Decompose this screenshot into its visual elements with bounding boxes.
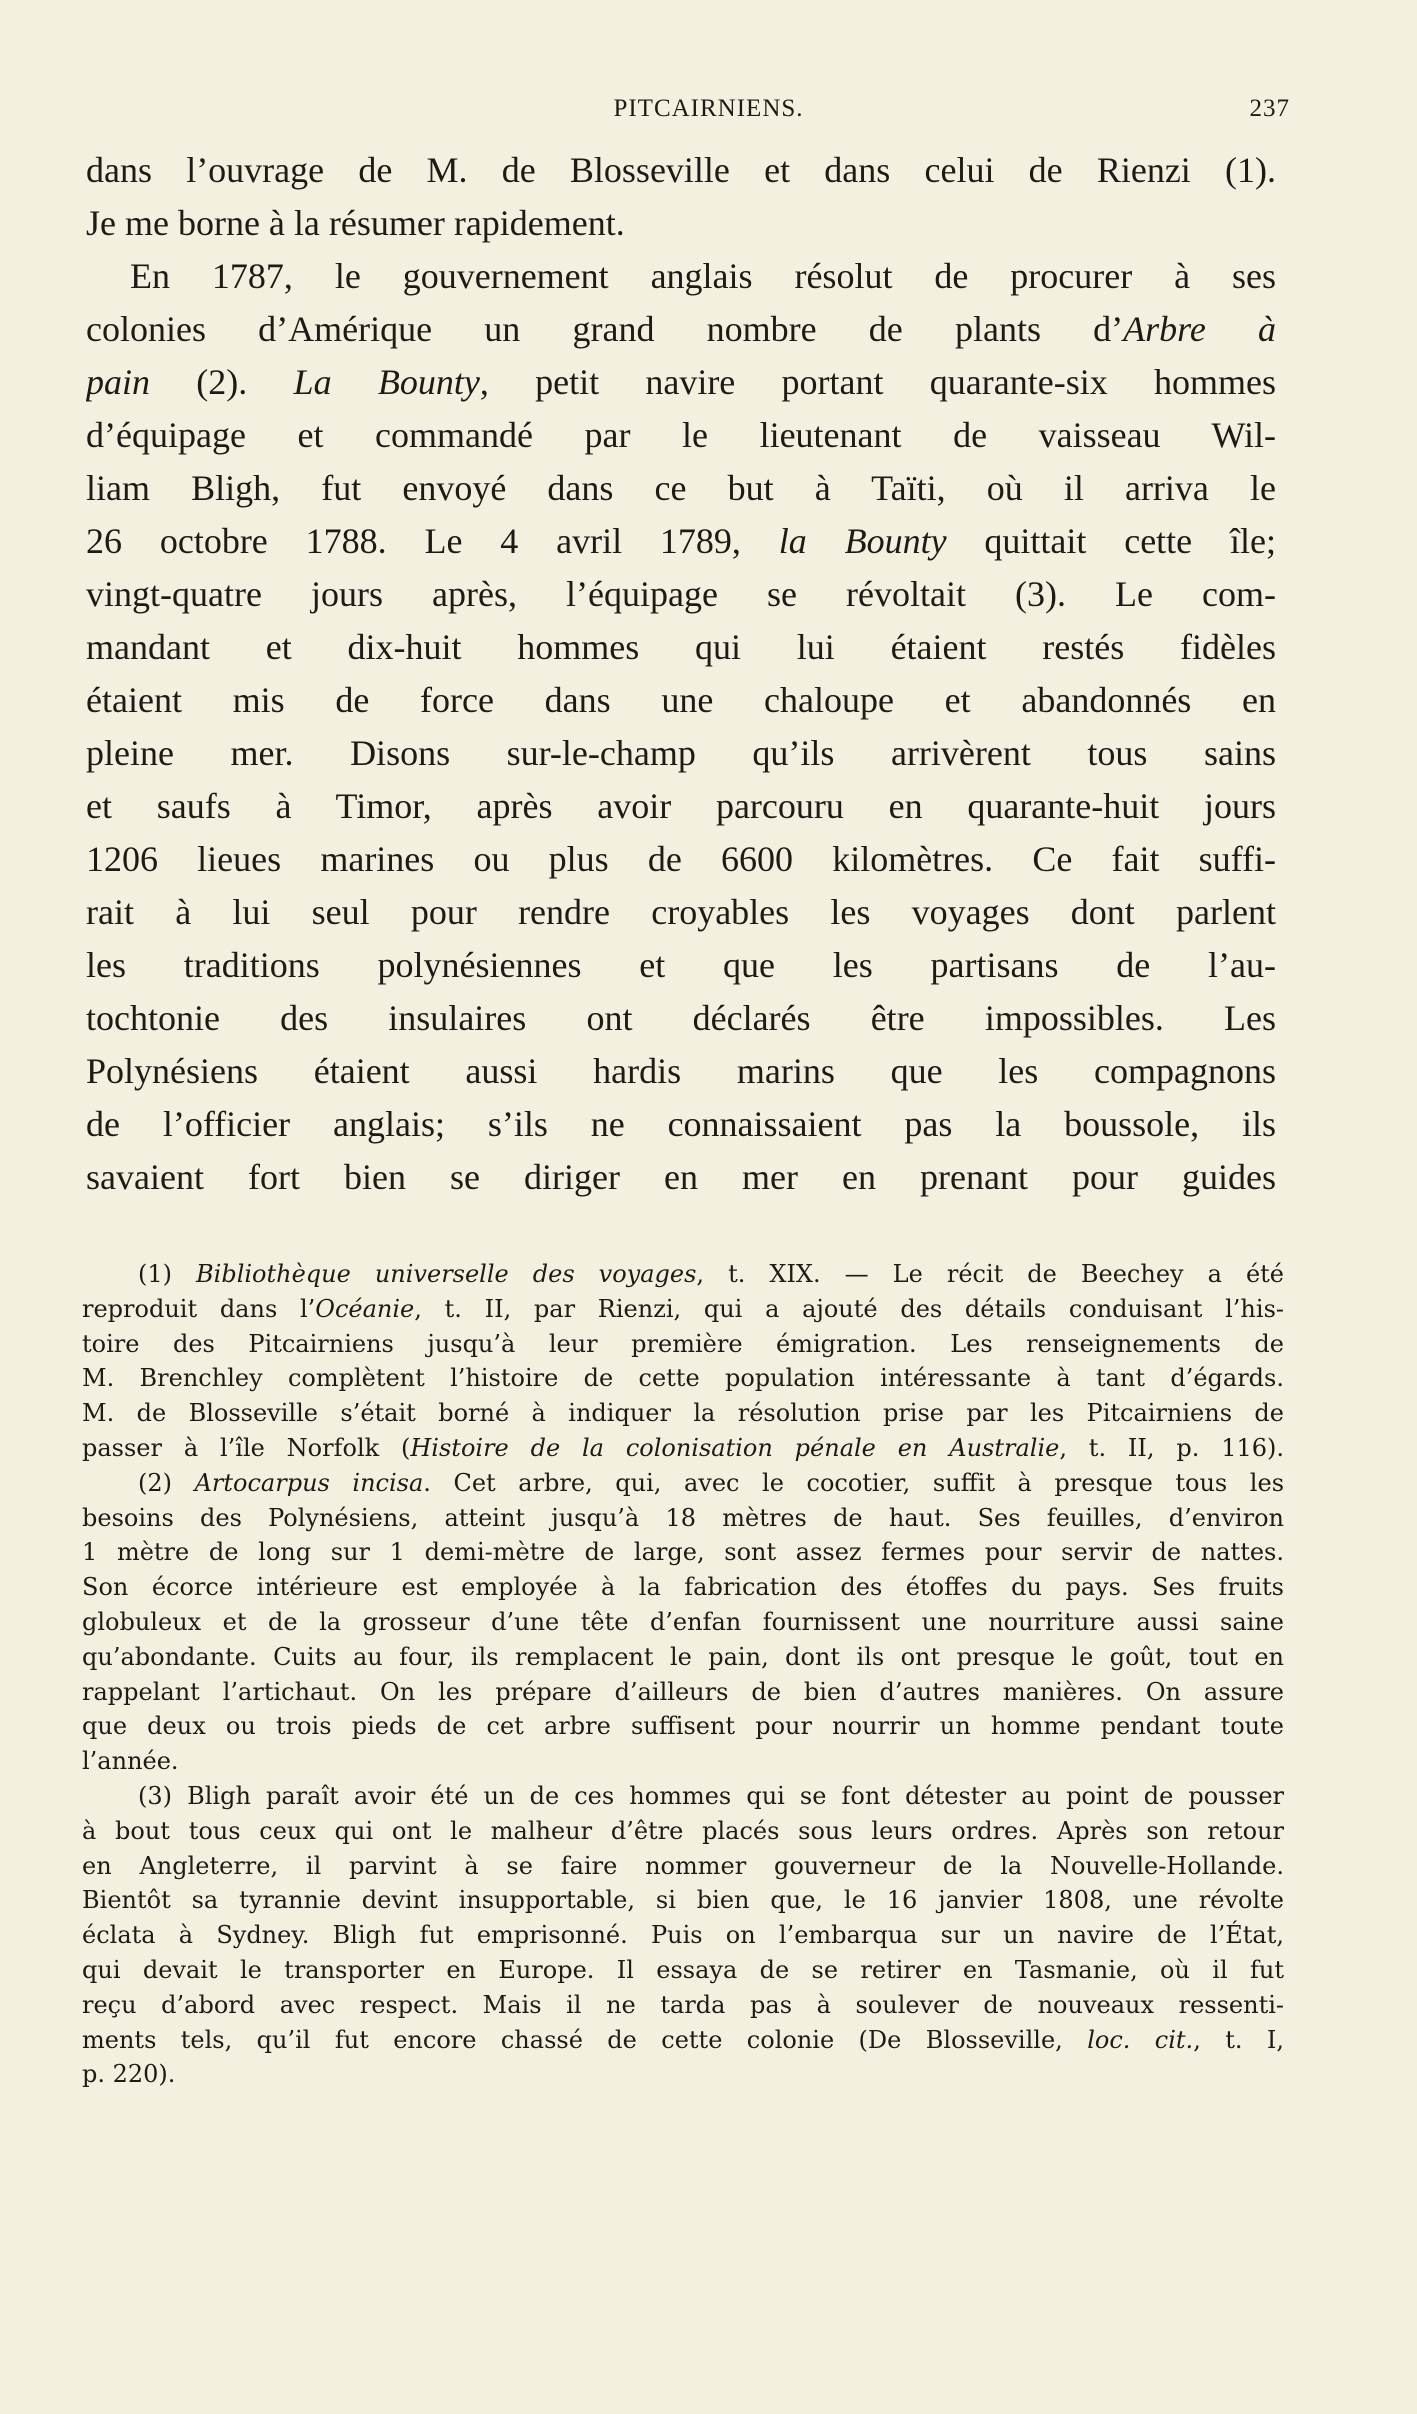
text-span: , t. II, par Rienzi, qui a ajouté des détails conduisant l’his- bbox=[414, 1294, 1284, 1323]
text-span: Bientôt sa tyrannie devint insupportable, si bien que, le 16 janvier 1808, une révolte bbox=[82, 1886, 1284, 1915]
footnotes bbox=[82, 1257, 1284, 2092]
text-span: Je me borne à la résumer rapidement. bbox=[86, 203, 625, 243]
body-text-line bbox=[86, 356, 1276, 409]
footnote-line bbox=[82, 1292, 1284, 1327]
footnote-line bbox=[82, 1396, 1284, 1431]
italic-text: Océanie bbox=[315, 1294, 415, 1323]
footnote-line bbox=[82, 2057, 1284, 2092]
italic-text: pain bbox=[86, 362, 151, 402]
italic-text: loc. cit. bbox=[1087, 2025, 1194, 2054]
running-header-title: PITCAIRNIENS. bbox=[613, 95, 804, 122]
text-span: , t. XIX. — Le récit de Beechey a été bbox=[696, 1260, 1284, 1288]
footnote-line bbox=[82, 1605, 1284, 1640]
body-text-line bbox=[86, 250, 1276, 303]
text-span: savaient fort bien se diriger en mer en prenant pour guides bbox=[86, 1157, 1276, 1197]
text-span: les traditions polynésiennes et que les partisans de l’au- bbox=[86, 945, 1276, 985]
footnote-line bbox=[82, 1570, 1284, 1605]
text-span: . Cet arbre, qui, avec le cocotier, suffit à presque tous les bbox=[423, 1468, 1284, 1497]
text-span: à bout tous ceux qui ont le malheur d’être placés sous leurs ordres. Après son retour bbox=[82, 1816, 1284, 1845]
text-span: pleine mer. Disons sur-le-champ qu’ils arrivèrent tous sains bbox=[86, 733, 1276, 773]
text-span: de l’officier anglais; s’ils ne connaissaient pas la boussole, ils bbox=[86, 1104, 1276, 1144]
text-span: 1206 lieues marines ou plus de 6600 kilomètres. Ce fait suffi- bbox=[86, 839, 1276, 879]
footnote-line bbox=[82, 1535, 1284, 1570]
footnote-line bbox=[82, 1918, 1284, 1953]
footnote-line bbox=[82, 1327, 1284, 1362]
text-span: éclata à Sydney. Bligh fut emprisonné. Puis on l’embarqua sur un navire de l’État, bbox=[82, 1921, 1284, 1950]
body-text-line bbox=[86, 303, 1276, 356]
text-span: passer à l’île Norfolk ( bbox=[82, 1433, 411, 1462]
text-span: qu’abondante. Cuits au four, ils remplacent le pain, dont ils ont presque le goût, tout en bbox=[82, 1642, 1284, 1671]
text-span: p. 220). bbox=[82, 2060, 176, 2089]
body-text-line bbox=[86, 409, 1276, 462]
footnote-line bbox=[82, 1814, 1284, 1849]
text-span: vingt-quatre jours après, l’équipage se révoltait (3). Le com- bbox=[86, 574, 1276, 614]
body-text bbox=[86, 144, 1276, 1204]
text-span: (3) Bligh paraît avoir été un de ces hommes qui se font détester au point de pousser bbox=[138, 1781, 1284, 1810]
footnote-line bbox=[82, 1709, 1284, 1744]
text-span: , t. I, bbox=[1193, 2025, 1284, 2054]
text-span: reproduit dans l’ bbox=[82, 1294, 316, 1323]
footnote-line bbox=[82, 1953, 1284, 1988]
text-span: mandant et dix-huit hommes qui lui étaient restés fidèles bbox=[86, 627, 1276, 667]
text-span: Son écorce intérieure est employée à la fabrication des étoffes du pays. Ses fruits bbox=[82, 1573, 1284, 1602]
footnote-line bbox=[82, 1361, 1284, 1396]
text-span: en Angleterre, il parvint à se faire nommer gouverneur de la Nouvelle-Hollande. bbox=[82, 1851, 1284, 1880]
text-span: tochtonie des insulaires ont déclarés être impossibles. Les bbox=[86, 998, 1276, 1038]
text-span: rait à lui seul pour rendre croyables les voyages dont parlent bbox=[86, 892, 1276, 932]
body-text-line bbox=[86, 780, 1276, 833]
body-text-line bbox=[86, 674, 1276, 727]
text-span: et saufs à Timor, après avoir parcouru en quarante-huit jours bbox=[86, 786, 1276, 826]
text-span: dans l’ouvrage de M. de Blosseville et dans celui de Rienzi (1). bbox=[86, 150, 1276, 190]
body-text-line bbox=[86, 1045, 1276, 1098]
italic-text: Artocarpus incisa bbox=[194, 1468, 424, 1497]
italic-text: Histoire de la colonisation pénale en Australie bbox=[410, 1433, 1060, 1462]
body-text-line bbox=[86, 1151, 1276, 1204]
italic-text: Arbre à bbox=[1123, 309, 1276, 349]
text-span: (2). bbox=[150, 362, 294, 402]
footnote-line bbox=[82, 1744, 1284, 1779]
text-span: En 1787, le gouvernement anglais résolut de procurer à ses bbox=[130, 256, 1276, 296]
page-number: 237 bbox=[1249, 95, 1290, 122]
body-text-line bbox=[86, 568, 1276, 621]
text-span: 26 octobre 1788. Le 4 avril 1789, bbox=[86, 521, 779, 561]
text-span: 1 mètre de long sur 1 demi-mètre de large, sont assez fermes pour servir de nattes. bbox=[82, 1538, 1284, 1567]
italic-text: la Bounty bbox=[778, 521, 947, 561]
footnote-line bbox=[82, 1849, 1284, 1884]
body-text-line bbox=[86, 144, 1276, 197]
text-span: l’année. bbox=[82, 1747, 179, 1776]
footnote-line bbox=[82, 1675, 1284, 1710]
footnote-line bbox=[82, 1501, 1284, 1536]
footnote-line bbox=[82, 1883, 1284, 1918]
italic-text: La Bounty bbox=[293, 362, 480, 402]
footnote-line bbox=[82, 1431, 1284, 1466]
text-span: quittait cette île; bbox=[946, 521, 1276, 561]
footnote-line bbox=[82, 1988, 1284, 2023]
text-span: (1) bbox=[138, 1260, 197, 1288]
text-span: colonies d’Amérique un grand nombre de plants d’ bbox=[86, 309, 1124, 349]
body-text-line bbox=[86, 886, 1276, 939]
text-span: , petit navire portant quarante-six hommes bbox=[479, 362, 1276, 402]
text-span: que deux ou trois pieds de cet arbre suffisent pour nourrir un homme pendant toute bbox=[82, 1712, 1284, 1741]
text-span: besoins des Polynésiens, atteint jusqu’à 18 mètres de haut. Ses feuilles, d’environ bbox=[82, 1503, 1284, 1532]
text-span: (2) bbox=[138, 1468, 195, 1497]
footnote-line bbox=[82, 1779, 1284, 1814]
text-span: M. Brenchley complètent l’histoire de cette population intéressante à tant d’égards. bbox=[82, 1364, 1284, 1393]
text-span: d’équipage et commandé par le lieutenant de vaisseau Wil- bbox=[86, 415, 1276, 455]
text-span: M. de Blosseville s’était borné à indiquer la résolution prise par les Pitcairniens de bbox=[82, 1399, 1284, 1428]
footnote-line bbox=[82, 1257, 1284, 1292]
body-text-line bbox=[86, 833, 1276, 886]
body-text-line bbox=[86, 197, 1276, 250]
text-span: ments tels, qu’il fut encore chassé de cette colonie (De Blosseville, bbox=[82, 2025, 1088, 2054]
text-span: qui devait le transporter en Europe. Il essaya de se retirer en Tasmanie, où il fut bbox=[82, 1955, 1284, 1984]
body-text-line bbox=[86, 462, 1276, 515]
body-text-line bbox=[86, 515, 1276, 568]
body-text-line bbox=[86, 992, 1276, 1045]
footnote-line bbox=[82, 2023, 1284, 2058]
text-span: , t. II, p. 116). bbox=[1059, 1433, 1284, 1462]
text-span: rappelant l’artichaut. On les prépare d’ailleurs de bien d’autres manières. On assure bbox=[82, 1677, 1284, 1706]
body-text-line bbox=[86, 727, 1276, 780]
footnote-line bbox=[82, 1640, 1284, 1675]
text-span: étaient mis de force dans une chaloupe et abandonnés en bbox=[86, 680, 1276, 720]
text-span: Polynésiens étaient aussi hardis marins que les compagnons bbox=[86, 1051, 1276, 1091]
footnote-line bbox=[82, 1466, 1284, 1501]
body-text-line bbox=[86, 939, 1276, 992]
italic-text: Bibliothèque universelle des voyages bbox=[196, 1260, 697, 1288]
text-span: toire des Pitcairniens jusqu’à leur première émigration. Les renseignements de bbox=[82, 1329, 1284, 1358]
body-text-line bbox=[86, 1098, 1276, 1151]
body-text-line bbox=[86, 621, 1276, 674]
text-span: reçu d’abord avec respect. Mais il ne tarda pas à soulever de nouveaux ressenti- bbox=[82, 1990, 1284, 2019]
text-span: globuleux et de la grosseur d’une tête d’enfan fournissent une nourriture aussi saine bbox=[82, 1607, 1284, 1636]
text-span: liam Bligh, fut envoyé dans ce but à Taïti, où il arriva le bbox=[86, 468, 1276, 508]
